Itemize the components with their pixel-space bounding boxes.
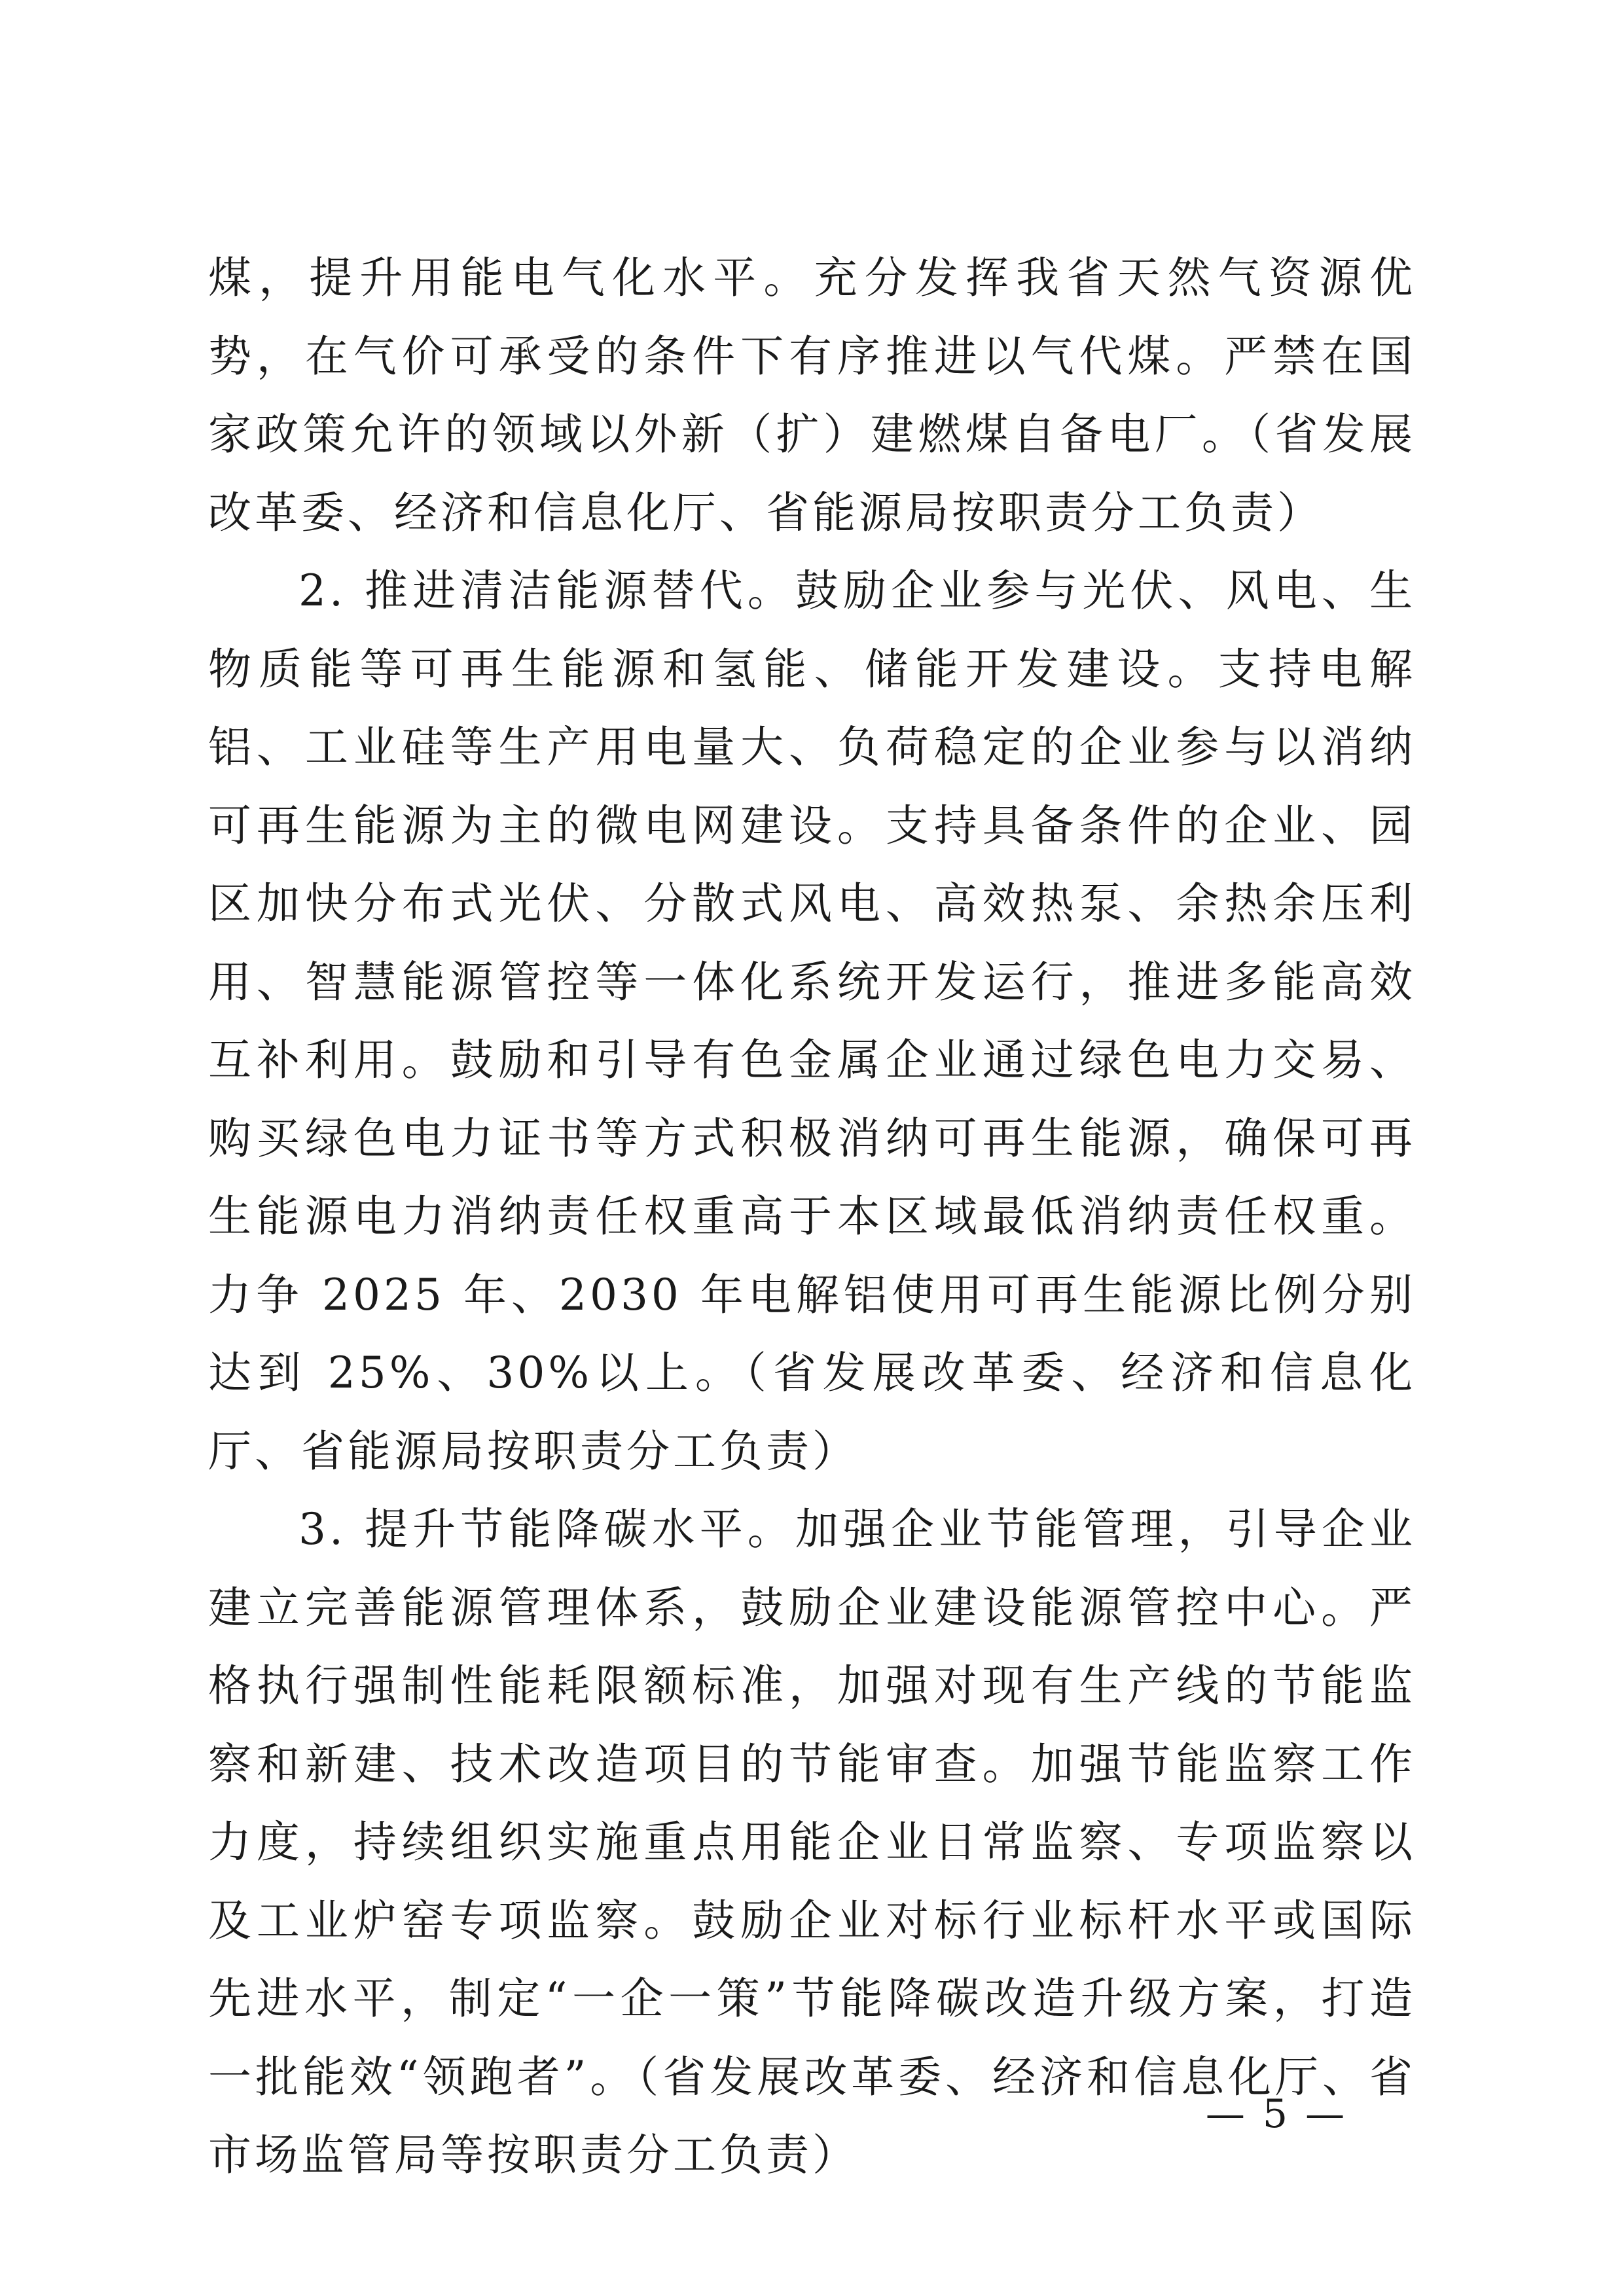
document-body bbox=[208, 239, 1416, 2195]
page-number: — 5 — bbox=[1205, 2091, 1348, 2137]
paragraph-continuation: 煤，提升用能电气化水平。充分发挥我省天然气资源优势，在气价可承受的条件下有序推进以气代煤。严禁在国家政策允许的领域以外新（扩）建燃煤自备电厂。（省发展改革委、经济和信息化厅、省能源局按职责分工负责） bbox=[208, 253, 1416, 538]
paragraph-clean-energy: 2. 推进清洁能源替代。鼓励企业参与光伏、风电、生物质能等可再生能源和氢能、储能开发建设。支持电解铝、工业硅等生产用电量大、负荷稳定的企业参与以消纳可再生能源为主的微电网建设。支持具备条件的企业、园区加快分布式光伏、分散式风电、高效热泵、余热余压利用、智慧能源管控等一体化系统开发运行，推进多能高效互补利用。鼓励和引导有色金属企业通过绿色电力交易、购买绿色电力证书等方式积极消纳可再生能源，确保可再生能源电力消纳责任权重高于本区域最低消纳责任权重。力争 2025 年、2030 年电解铝使用可再生能源比例分别达到 25%、30%以上。（省发展改革委、经济和信息化厅、省能源局按职责分工负责） bbox=[208, 565, 1416, 1477]
paragraph-energy-saving: 3. 提升节能降碳水平。加强企业节能管理，引导企业建立完善能源管理体系，鼓励企业建设能源管控中心。严格执行强制性能耗限额标准，加强对现有生产线的节能监察和新建、技术改造项目的节能审查。加强节能监察工作力度，持续组织实施重点用能企业日常监察、专项监察以及工业炉窑专项监察。鼓励企业对标行业标杆水平或国际先进水平，制定“一企一策”节能降碳改造升级方案，打造一批能效“领跑者”。（省发展改革委、经济和信息化厅、省市场监管局等按职责分工负责） bbox=[208, 1504, 1416, 2180]
